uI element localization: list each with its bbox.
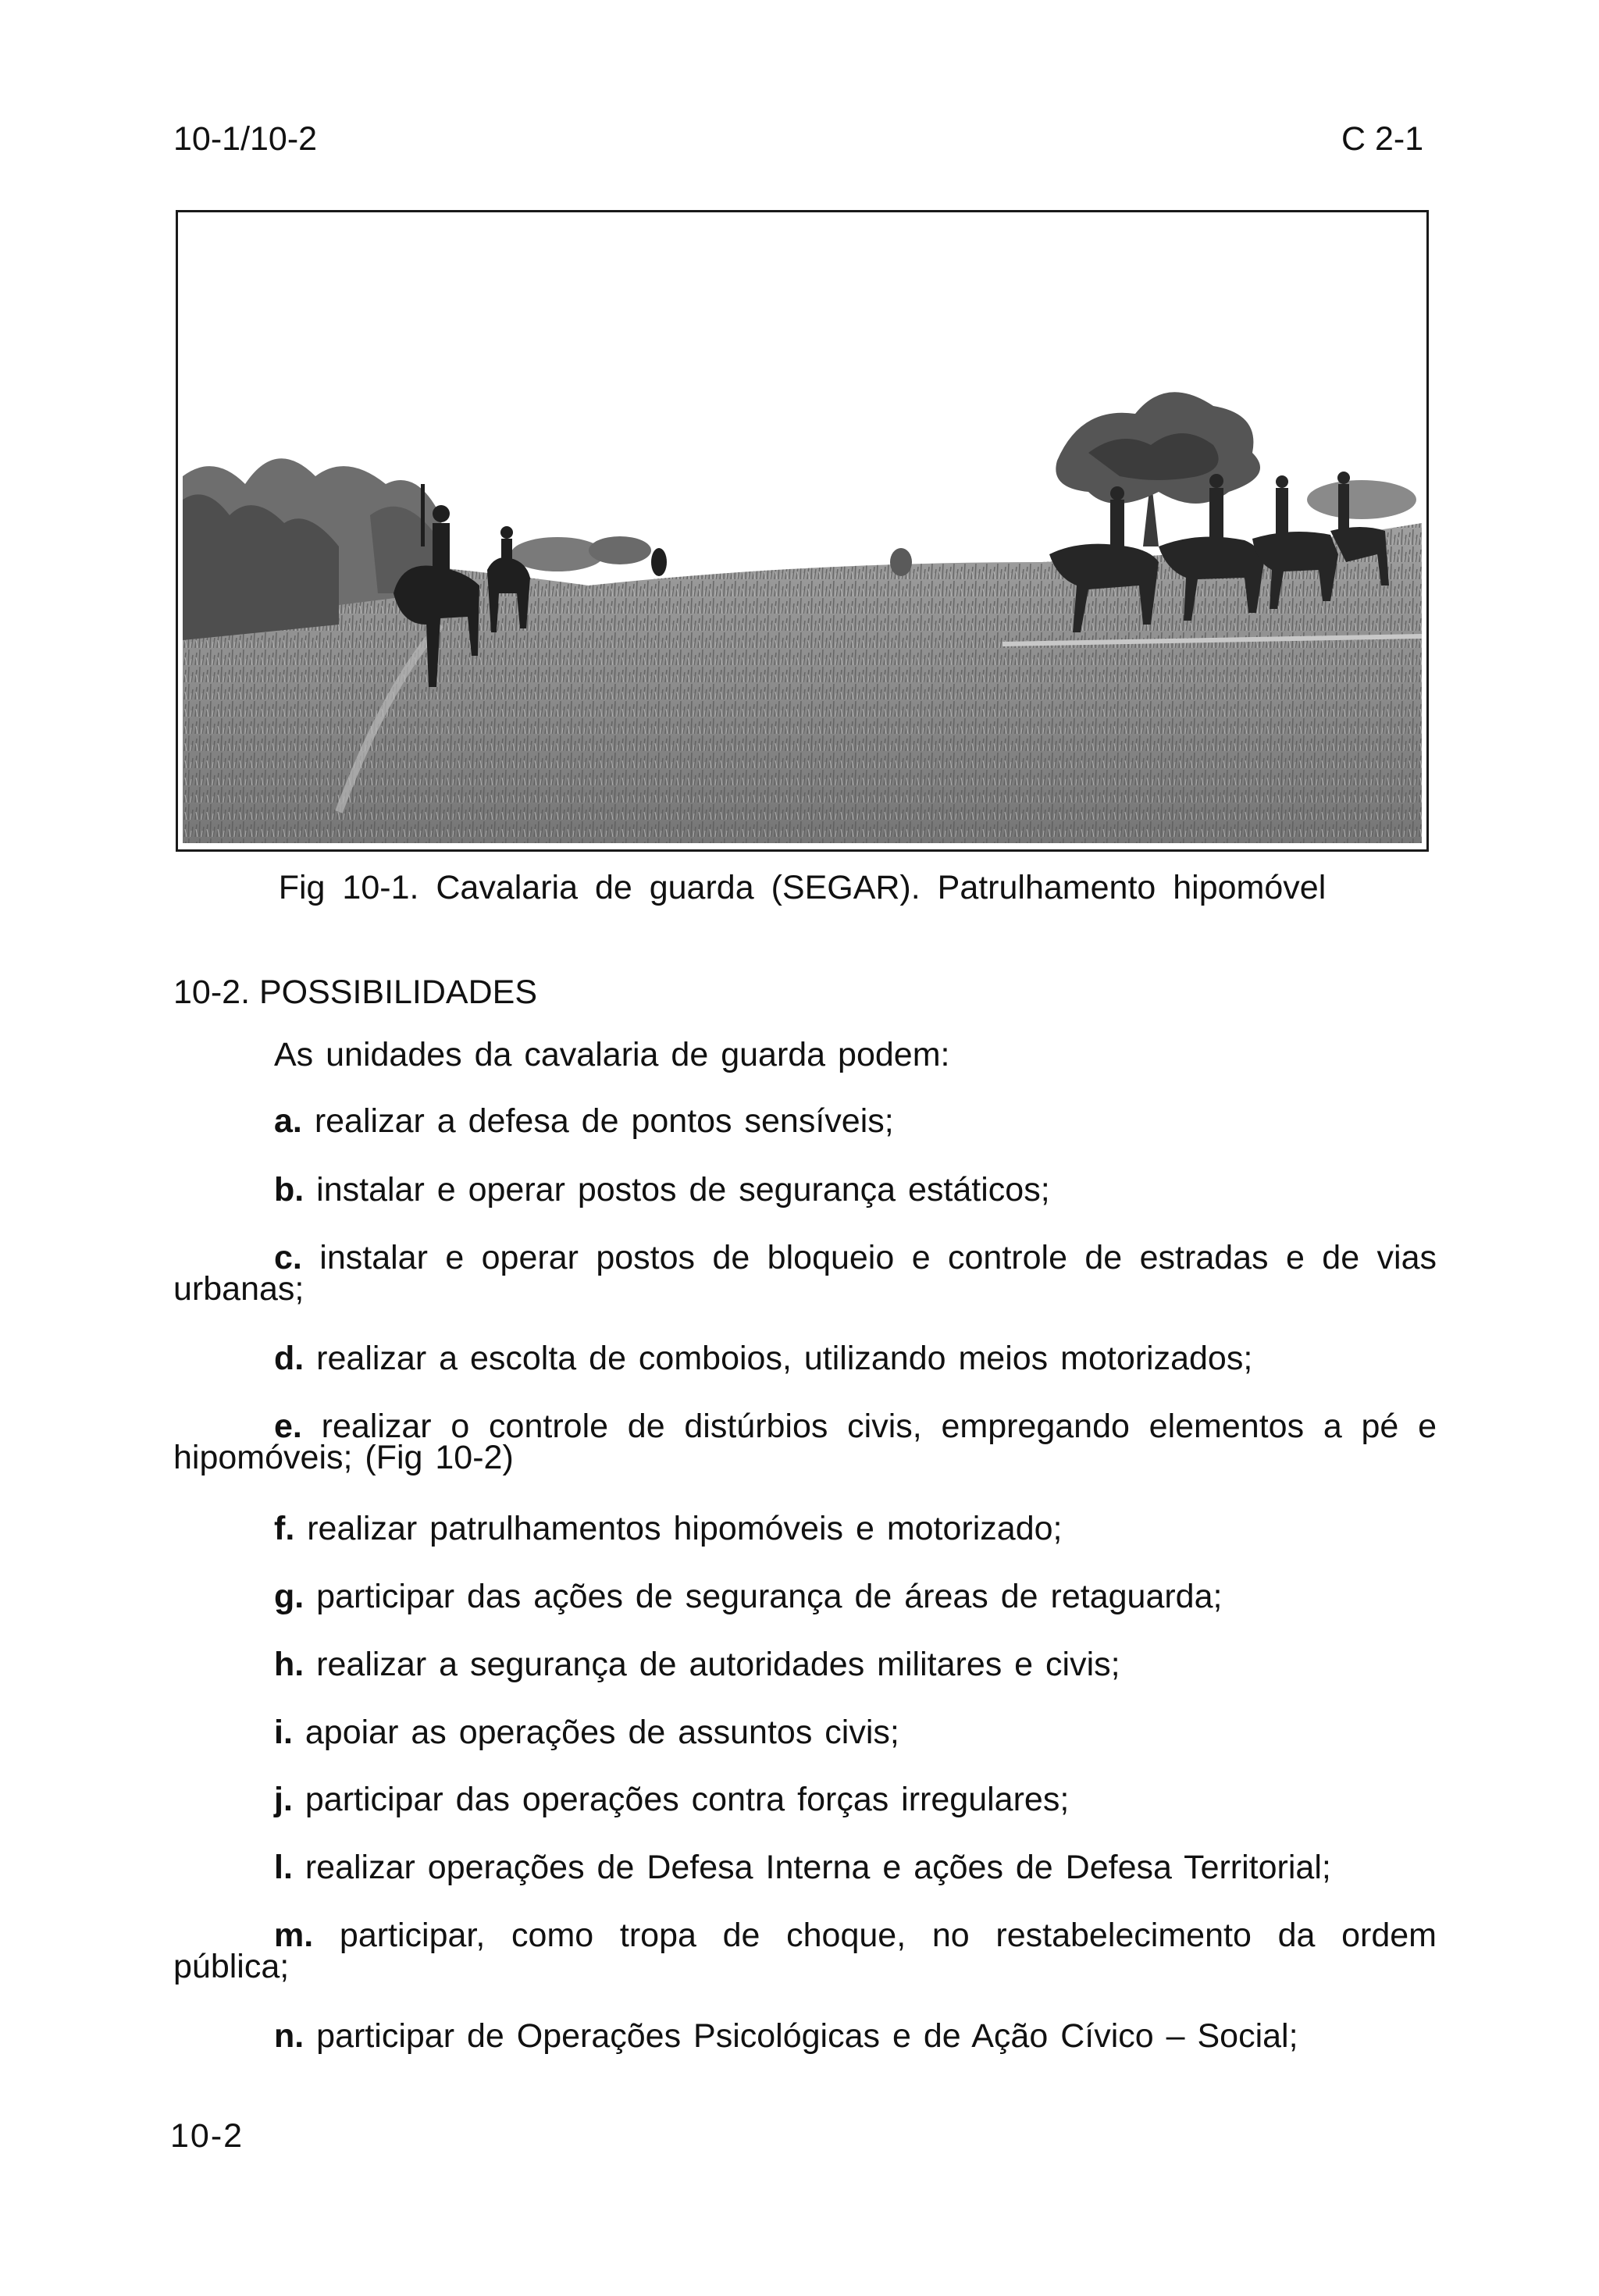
item-letter: c. xyxy=(274,1239,302,1276)
item-letter: d. xyxy=(274,1340,304,1377)
section-heading: 10-2. POSSIBILIDADES xyxy=(173,974,538,1011)
item-letter: n. xyxy=(274,2017,304,2055)
item-letter: m. xyxy=(274,1917,314,1954)
item-text: realizar a escolta de comboios, utilizando meios motorizados; xyxy=(316,1340,1253,1377)
list-item-c xyxy=(173,1239,1437,1308)
list-item-g xyxy=(173,1578,1437,1615)
list-item-a xyxy=(173,1102,1437,1140)
item-text: realizar operações de Defesa Interna e ações de Defesa Territorial; xyxy=(304,1849,1331,1886)
photo-illustration xyxy=(183,219,1422,843)
list-item-d xyxy=(173,1340,1437,1377)
item-text: realizar patrulhamentos hipomóveis e motorizado; xyxy=(307,1510,1063,1547)
item-text: instalar e operar postos de segurança estáticos; xyxy=(316,1171,1050,1209)
figure-caption: Fig 10-1. Cavalaria de guarda (SEGAR). Patrulhamento hipomóvel xyxy=(278,869,1327,906)
item-text: realizar a segurança de autoridades militares e civis; xyxy=(316,1646,1120,1683)
item-letter: j. xyxy=(274,1781,293,1818)
item-letter: g. xyxy=(274,1578,304,1615)
item-letter: i. xyxy=(274,1714,293,1751)
list-item-n xyxy=(173,2017,1437,2055)
list-item-e xyxy=(173,1408,1437,1476)
intro-paragraph: As unidades da cavalaria de guarda podem: xyxy=(274,1036,950,1073)
list-item-f xyxy=(173,1510,1437,1547)
item-letter: e. xyxy=(274,1408,302,1445)
figure-photo-cavalry-patrol xyxy=(176,210,1429,852)
list-item-j xyxy=(173,1781,1437,1818)
item-text: participar de Operações Psicológicas e de Ação Cívico – Social; xyxy=(316,2017,1298,2055)
list-item-b xyxy=(173,1171,1437,1209)
item-text: instalar e operar postos de bloqueio e controle de estradas e de vias urbanas; xyxy=(173,1239,1437,1308)
item-text: apoiar as operações de assuntos civis; xyxy=(304,1714,899,1751)
item-letter: l. xyxy=(274,1849,293,1886)
list-item-l xyxy=(173,1849,1437,1886)
item-letter: a. xyxy=(274,1102,302,1140)
list-item-i xyxy=(173,1714,1437,1751)
item-letter: f. xyxy=(274,1510,295,1547)
header-manual-code: C 2-1 xyxy=(1341,120,1424,158)
list-item-m xyxy=(173,1917,1437,1985)
item-text: realizar o controle de distúrbios civis, empregando elementos a pé e hipomóveis; (Fig 10-2) xyxy=(173,1408,1437,1476)
item-text: realizar a defesa de pontos sensíveis; xyxy=(314,1102,894,1140)
page-number: 10-2 xyxy=(170,2117,244,2155)
item-letter: b. xyxy=(274,1171,304,1209)
header-section-ref: 10-1/10-2 xyxy=(173,120,318,158)
item-letter: h. xyxy=(274,1646,304,1683)
list-item-h xyxy=(173,1646,1437,1683)
item-text: participar das operações contra forças irregulares; xyxy=(304,1781,1070,1818)
item-text: participar das ações de segurança de áreas de retaguarda; xyxy=(316,1578,1223,1615)
item-text: participar, como tropa de choque, no restabelecimento da ordem pública; xyxy=(173,1917,1437,1985)
